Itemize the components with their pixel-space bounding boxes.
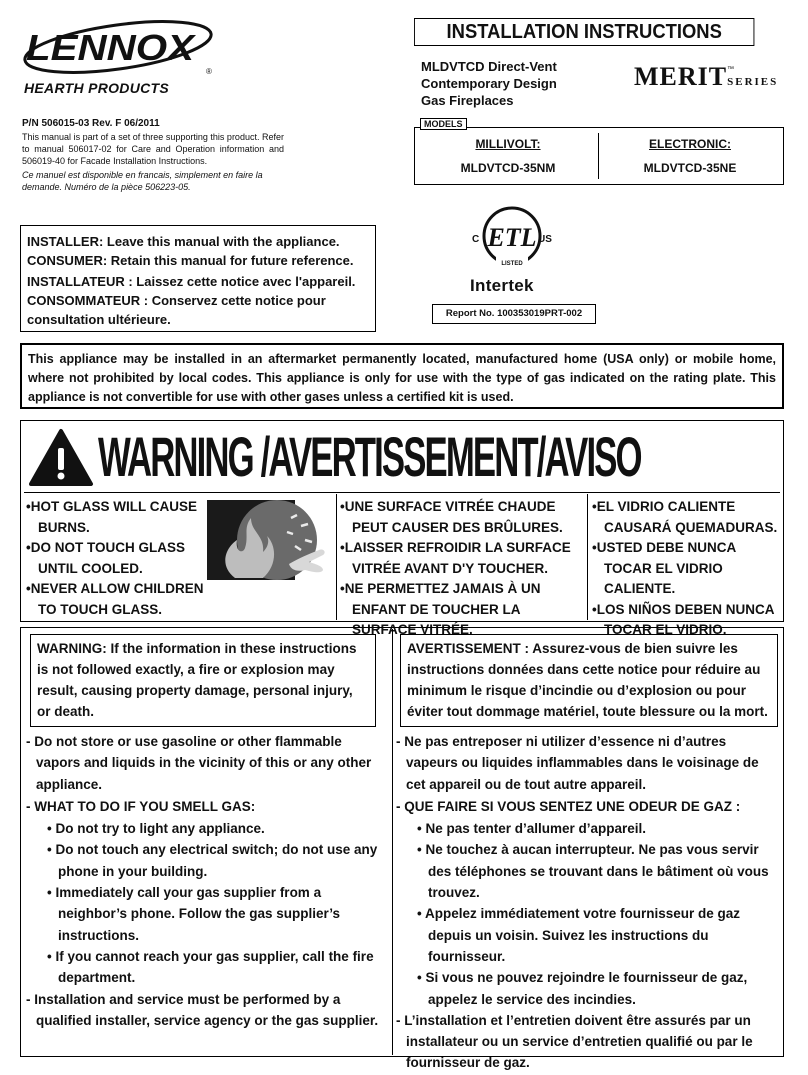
etl-letters: ETL [487, 223, 537, 252]
warning-triangle-icon [28, 428, 94, 488]
subitem-text: Si vous ne pouvez rejoindre le fournisseur de gaz, appelez le service des incindies. [425, 970, 748, 1007]
installer-label: INSTALLER: [27, 234, 104, 249]
logo-text: LENNOX [26, 27, 197, 68]
installateur-text: Laissez cette notice avec l'appareil. [132, 274, 356, 289]
hot-glass-item: • EL VIDRIO CALIENTE CAUSARÁ QUEMADURAS. [592, 497, 782, 538]
warning-label: WARNING: [37, 641, 107, 656]
supporting-manuals-note: This manual is part of a set of three supporting this product. Refer to manual 506017-02 for Care and Operation information and 506019-40 for Facade Installation Instructions. [22, 132, 284, 166]
consommateur-text: Conservez cette notice pour [148, 293, 326, 308]
gas-warning-divider [392, 629, 393, 1055]
models-box [414, 127, 784, 185]
product-line: MLDVTCD Direct-Vent [421, 59, 557, 74]
millivolt-model: MLDVTCD-35NM [460, 161, 556, 175]
electronic-model: MLDVTCD-35NE [643, 161, 737, 175]
consommateur-text-cont: consultation ultérieure. [27, 312, 171, 327]
hot-glass-item: • DO NOT TOUCH GLASS UNTIL COOLED. [26, 538, 216, 579]
subitem-text: Appelez immédiatement votre fournisseur de gaz depuis un voisin. Suivez les instructions du fournisseur. [424, 906, 741, 964]
hot-glass-spanish [592, 497, 782, 641]
product-line: Contemporary Design [421, 76, 557, 91]
instruction-subitem: • Ne touchez à aucan interrupteur. Ne pas vous servir des téléphones se trouvant dans le bâtiment où vous trouvez. [417, 842, 769, 901]
gas-warning-box-french: AVERTISSEMENT : Assurez-vous de bien suivre les instructions données dans cette notice pour réduire au minimum le risque d’incindie ou d’explosion ou pour éviter tout dommage matériel, toute blessure ou la mort. [400, 634, 778, 727]
warning-banner-text: WARNING /AVERTISSEMENT/AVISO [98, 425, 641, 488]
millivolt-label: MILLIVOLT: [475, 137, 541, 151]
hot-glass-french [340, 497, 585, 641]
gas-instructions-french [396, 731, 780, 1075]
instruction-subitem: • Ne pas tenter d’allumer d’appareil. [417, 821, 647, 837]
etl-c: C [472, 234, 480, 245]
instruction-item: - Do not store or use gasoline or other flammable vapors and liquids in the vicinity of this or any other appliance. [26, 734, 372, 792]
electronic-label: ELECTRONIC: [649, 137, 731, 151]
hot-glass-english [26, 497, 216, 620]
etl-listed: LISTED [501, 261, 523, 267]
hot-glass-item: • LOS NIÑOS DEBEN NUNCA TOCAR EL VIDRIO. [592, 600, 782, 641]
warning-divider [24, 492, 780, 493]
instruction-item: - QUE FAIRE SI VOUS SENTEZ UNE ODEUR DE GAZ : [396, 798, 741, 814]
installer-text: Leave this manual with the appliance. [103, 234, 340, 249]
instruction-item: - Ne pas entreposer ni utilizer d’essence ni d’autres vapeurs ou liquides inflammables dans le voisinage de cet appareil ou de tout autre appareil. [396, 734, 759, 792]
gas-warning-box-english [30, 634, 376, 727]
lennox-logo [20, 14, 220, 84]
warning-text: If the information in these instructions is not followed exactly, a fire or explosion may result, causing property damage, personal injury, or death. [37, 641, 357, 719]
models-divider [598, 133, 599, 179]
installateur-label: INSTALLATEUR : [27, 274, 133, 289]
etl-us: US [538, 234, 552, 245]
installer-notice-box [20, 225, 376, 332]
consommateur-label: CONSOMMATEUR : [27, 293, 149, 308]
gas-instructions-english [26, 731, 388, 1032]
report-number: Report No. 100353019PRT-002 [432, 304, 596, 324]
trademark-mark: ™ [727, 66, 734, 73]
product-description [421, 58, 621, 109]
instruction-subitem: • Immediately call your gas supplier from a neighbor’s phone. Follow the gas supplier’s instructions. [47, 885, 341, 943]
part-number: P/N 506015-03 Rev. F 06/2011 [22, 118, 160, 129]
series-suffix: SERIES [727, 76, 779, 88]
instruction-item: - WHAT TO DO IF YOU SMELL GAS: [26, 798, 256, 814]
hot-glass-item: • NEVER ALLOW CHILDREN TO TOUCH GLASS. [26, 579, 216, 620]
appliance-notice: This appliance may be installed in an aftermarket permanently located, manufactured home (USA only) or mobile home, where not prohibited by local codes. This appliance is only for use with the type of gas indicated on the rating plate. This appliance is not convertible for use with other gases unless a certified kit is used. [20, 343, 784, 409]
instruction-subitem: • If you cannot reach your gas supplier, call the fire department. [47, 948, 374, 986]
french-availability-note: Ce manuel est disponible en francais, simplement en faire la demande. Numéro de la pièce 506223-05. [22, 170, 263, 192]
instruction-subitem: • Do not try to light any appliance. [47, 821, 265, 837]
column-divider [587, 494, 588, 620]
etl-listed-icon [466, 202, 558, 274]
consumer-label: CONSUMER: [27, 253, 108, 268]
instruction-subitem: • Do not touch any electrical switch; do not use any phone in your building. [47, 842, 378, 879]
hot-glass-item: • UNE SURFACE VITRÉE CHAUDE PEUT CAUSER DES BRÛLURES. [340, 497, 585, 538]
subitem-text: Ne touchez à aucan interrupteur. Ne pas vous servir des téléphones se trouvant dans le bâtiment où vous trouvez. [425, 842, 769, 901]
hot-glass-item: • USTED DEBE NUNCA TOCAR EL VIDRIO CALIENTE. [592, 538, 782, 600]
registered-mark: ® [206, 67, 212, 76]
instruction-item: - Installation and service must be performed by a qualified installer, service agency or the gas supplier. [26, 991, 379, 1028]
document-title: INSTALLATION INSTRUCTIONS [414, 18, 754, 46]
hot-glass-item: • LAISSER REFROIDIR LA SURFACE VITRÉE AVANT D'Y TOUCHER. [340, 538, 585, 579]
merit-series-logo [634, 62, 778, 92]
column-divider [336, 494, 337, 620]
hand-near-fire-icon [205, 500, 329, 580]
hot-glass-item: • HOT GLASS WILL CAUSE BURNS. [26, 497, 216, 538]
models-tag: MODELS [420, 118, 467, 130]
instruction-subitem: • Si vous ne pouvez rejoindre le fournisseur de gaz, appelez le service des incindies. [417, 970, 748, 1007]
product-line: Gas Fireplaces [421, 93, 514, 108]
subitem-text: Do not touch any electrical switch; do not use any phone in your building. [55, 842, 378, 879]
instruction-subitem: • Appelez immédiatement votre fournisseur de gaz depuis un voisin. Suivez les instructions du fournisseur. [417, 906, 741, 964]
intertek-logo: Intertek [470, 276, 534, 295]
subitem-text: Do not try to light any appliance. [55, 821, 265, 837]
division-name: HEARTH PRODUCTS [24, 80, 170, 96]
subitem-text: If you cannot reach your gas supplier, call the fire department. [55, 948, 374, 986]
consumer-text: Retain this manual for future reference. [107, 253, 354, 268]
series-name: MERIT [634, 62, 728, 91]
subitem-text: Immediately call your gas supplier from a neighbor’s phone. Follow the gas supplier’s instructions. [55, 885, 341, 943]
instruction-item: - L’installation et l’entretien doivent être assurés par un installateur ou un service d’entretien qualifié ou par le fournisseur de gaz. [396, 1012, 753, 1071]
hot-glass-item: • NE PERMETTEZ JAMAIS À UN ENFANT DE TOUCHER LA SURFACE VITRÉE. [340, 579, 585, 641]
subitem-text: Ne pas tenter d’allumer d’appareil. [425, 821, 647, 837]
